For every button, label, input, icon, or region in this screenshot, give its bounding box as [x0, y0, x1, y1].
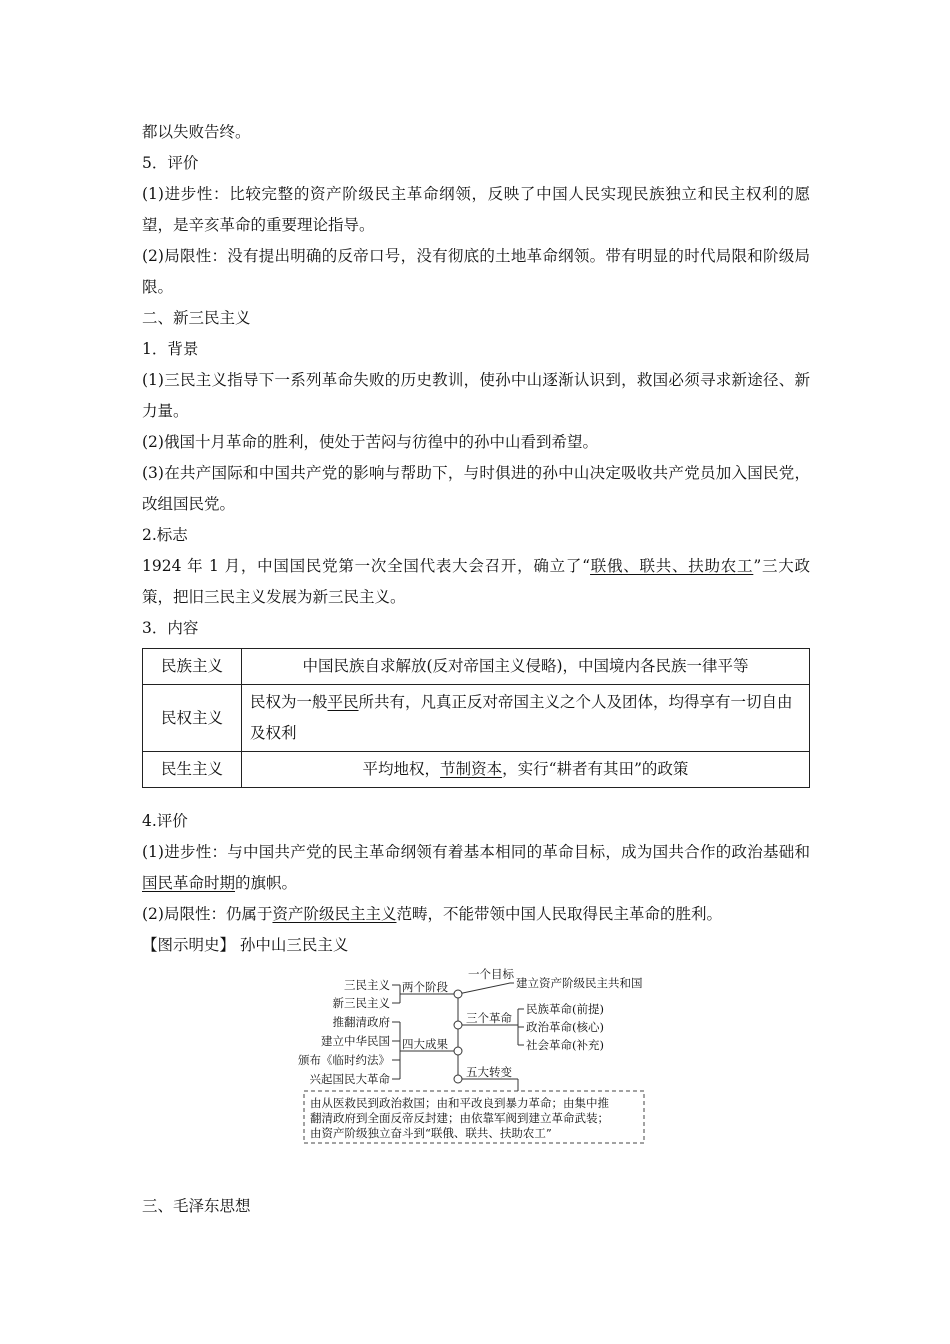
diagram-label: 建立资产阶级民主共和国	[516, 976, 643, 990]
text-line: 都以失败告终。	[142, 123, 251, 141]
figure-caption: 【图示明史】 孙中山三民主义	[142, 936, 349, 954]
paragraph	[142, 899, 810, 930]
paragraph	[142, 551, 810, 613]
underlined-text: 节制资本	[440, 760, 503, 778]
diagram-label: 三民主义	[344, 978, 390, 992]
paragraph	[142, 837, 810, 899]
table-cell-key: 民生主义	[143, 752, 242, 788]
diagram-label: 推翻清政府	[332, 1015, 390, 1029]
text-span: ，实行“耕者有其田”的政策	[502, 760, 689, 778]
diagram-label: 颁布《临时约法》	[298, 1053, 390, 1067]
section-heading: 5．评价	[142, 154, 199, 172]
underlined-text: 平民	[327, 693, 359, 711]
text-span: 的旗帜。	[235, 874, 298, 892]
paragraph: (1)进步性：比较完整的资产阶级民主革命纲领，反映了中国人民实现民族独立和民主权利的愿望，是辛亥革命的重要理论指导。	[142, 185, 810, 234]
content-table	[142, 648, 810, 788]
underlined-text: 国民革命时期	[142, 874, 236, 892]
diagram-label: 社会革命(补充)	[526, 1038, 604, 1052]
section-heading: 2.标志	[142, 526, 188, 544]
diagram-svg	[142, 967, 810, 1147]
diagram-label: 兴起国民大革命	[309, 1072, 390, 1086]
table-row	[143, 752, 810, 788]
section-heading: 二、新三民主义	[142, 309, 251, 327]
diagram-box-text: 由资产阶级独立奋斗到“联俄、联共、扶助农工”	[310, 1126, 552, 1140]
table-cell-key: 民族主义	[143, 649, 242, 685]
diagram-box-text: 由从医救民到政治救国；由和平改良到暴力革命；由集中推	[310, 1096, 609, 1110]
diagram-label: 新三民主义	[332, 996, 390, 1010]
diagram-label: 民族革命(前提)	[526, 1002, 604, 1016]
text-span: (1)进步性：与中国共产党的民主革命纲领有着基本相同的革命目标，成为国共合作的政治基础和	[142, 843, 810, 861]
diagram-label: 三个革命	[466, 1011, 512, 1025]
table-cell-value	[242, 685, 810, 752]
diagram-box-text: 翻清政府到全面反帝反封建；由依靠军阀到建立革命武装；	[310, 1111, 609, 1125]
text-span: 所共有，凡真正反对帝国主义之个人及团体，均得享有一切自由及权利	[250, 693, 793, 742]
section-heading: 三、毛泽东思想	[142, 1197, 251, 1215]
text-span: 民权为一般	[250, 693, 328, 711]
paragraph: (2)局限性：没有提出明确的反帝口号，没有彻底的土地革命纲领。带有明显的时代局限和阶级局限。	[142, 247, 810, 296]
underlined-text: 联俄、联共、扶助农工	[590, 557, 754, 575]
underlined-text: 资产阶级民主主义	[272, 905, 397, 923]
paragraph: (3)在共产国际和中国共产党的影响与帮助下，与时俱进的孙中山决定吸收共产党员加入国民党，改组国民党。	[142, 464, 810, 513]
sun-yatsen-diagram	[142, 967, 810, 1147]
table-row	[143, 649, 810, 685]
diagram-label: 四大成果	[402, 1037, 448, 1051]
section-heading: 3．内容	[142, 619, 199, 637]
text-span: 平均地权，	[362, 760, 441, 778]
diagram-label: 政治革命(核心)	[526, 1020, 604, 1034]
text-span: 范畴，不能带领中国人民取得民主革命的胜利。	[396, 905, 722, 923]
text-span: 1924 年 1 月，中国国民党第一次全国代表大会召开，确立了“	[142, 557, 591, 575]
paragraph: (2)俄国十月革命的胜利，使处于苦闷与彷徨中的孙中山看到希望。	[142, 433, 598, 451]
paragraph: (1)三民主义指导下一系列革命失败的历史教训，使孙中山逐渐认识到，救国必须寻求新途径、新力量。	[142, 371, 810, 420]
table-row	[143, 685, 810, 752]
text-span: ”三大政策，把旧三民主义发展为新三民主义。	[142, 557, 810, 606]
diagram-label: 建立中华民国	[321, 1034, 390, 1048]
table-cell-key: 民权主义	[143, 685, 242, 752]
section-heading: 4.评价	[142, 812, 188, 830]
section-heading: 1．背景	[142, 340, 199, 358]
diagram-label: 五大转变	[466, 1065, 512, 1079]
diagram-label: 两个阶段	[402, 980, 448, 994]
text-span: (2)局限性：仍属于	[142, 905, 273, 923]
table-cell-value	[242, 752, 810, 788]
table-cell-value: 中国民族自求解放(反对帝国主义侵略)，中国境内各民族一律平等	[242, 649, 810, 685]
diagram-label: 一个目标	[468, 967, 514, 981]
document-page	[142, 117, 810, 1222]
